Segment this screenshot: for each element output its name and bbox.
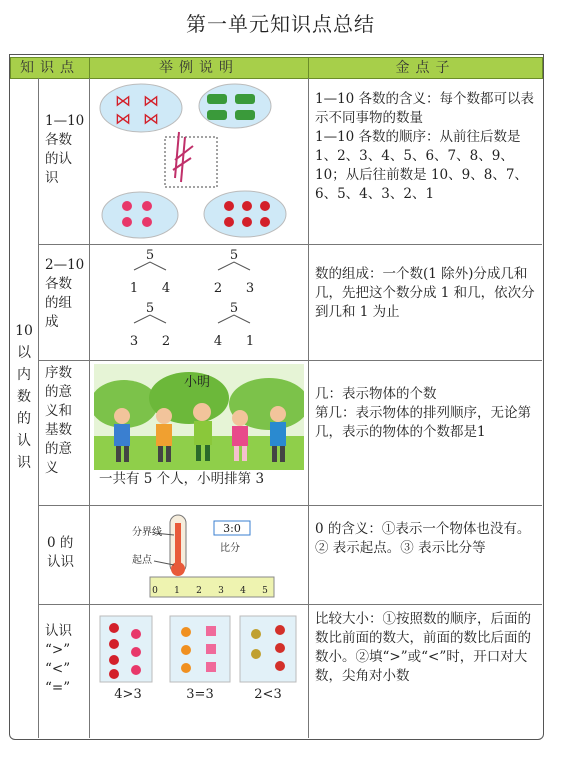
topic-4: 0 的 认识 xyxy=(47,535,74,570)
divider xyxy=(38,604,542,605)
composition-part: 3 xyxy=(129,334,139,349)
header-knowledge-point: 知识点 xyxy=(10,57,90,79)
composition-total: 5 xyxy=(229,301,239,316)
ruler-tick: 1 xyxy=(174,586,180,596)
divider xyxy=(89,78,90,738)
boundary-label: 分界线 xyxy=(132,527,162,538)
zero-illustration xyxy=(94,509,306,603)
number-composition xyxy=(120,247,280,357)
composition-total: 5 xyxy=(229,248,239,263)
ruler-tick: 2 xyxy=(196,586,202,596)
page-title: 第一单元知识点总结 xyxy=(186,12,375,36)
comparison-label: 4>3 xyxy=(114,687,142,702)
divider xyxy=(38,78,39,738)
divider xyxy=(308,78,309,738)
topic-1: 1—10 各数 的认 识 xyxy=(45,113,85,186)
section-label: 10以内数的认识 xyxy=(15,323,33,471)
ordinal-caption: 一共有 5 个人，小明排第 3 xyxy=(99,471,265,487)
comparison-label: 2<3 xyxy=(254,687,282,702)
tips-2: 数的组成：一个数(1 除外)分成几和几，先把这个数分成 1 和几，依次分到几和 1 为止 xyxy=(315,266,535,320)
svg-text:⋈: ⋈ xyxy=(115,109,131,128)
comparison-illustration xyxy=(94,612,306,702)
xiaoming-label: 小明 xyxy=(184,375,211,390)
divider xyxy=(38,244,542,245)
svg-text:⋈: ⋈ xyxy=(115,91,131,110)
tips-1: 1—10 各数的含义：每个数都可以表示不同事物的数量 1—10 各数的顺序：从前往后数是 1、2、3、4、5、6、7、8、9、10；从后往前数是 10、9、8、7、6、5、4、3、2、1 xyxy=(315,91,535,202)
composition-part: 2 xyxy=(213,281,223,296)
ruler-tick: 3 xyxy=(218,586,224,596)
header-example: 举例说明 xyxy=(89,57,309,79)
tips-3: 几：表示物体的个数 第几：表示物体的排列顺序，无论第几，表示的物体的个数都是1 xyxy=(315,386,531,440)
composition-part: 4 xyxy=(161,281,171,296)
ruler-tick: 0 xyxy=(152,586,158,596)
svg-text:⋈: ⋈ xyxy=(143,109,159,128)
ruler-tick: 4 xyxy=(240,586,246,596)
counting-illustration xyxy=(95,82,303,242)
score-display: 3:0 xyxy=(223,522,241,535)
composition-part: 3 xyxy=(245,281,255,296)
tips-5: 比较大小：①按照数的顺序，后面的数比前面的数大，前面的数比后面的数小。②填“>”或“<”时，开口对大数，尖角对小数 xyxy=(315,611,531,684)
divider xyxy=(38,505,542,506)
ruler-tick: 5 xyxy=(262,586,268,596)
composition-total: 5 xyxy=(145,248,155,263)
topic-2: 2—10 各数 的组 成 xyxy=(45,257,85,330)
composition-part: 1 xyxy=(129,281,139,296)
composition-part: 2 xyxy=(161,334,171,349)
comparison-label: 3=3 xyxy=(186,687,214,702)
divider xyxy=(38,360,542,361)
tips-4: 0 的含义：①表示一个物体也没有。② 表示起点。③ 表示比分等 xyxy=(315,521,531,556)
start-label: 起点 xyxy=(132,555,152,566)
score-label: 比分 xyxy=(220,543,240,554)
composition-part: 4 xyxy=(213,334,223,349)
composition-part: 1 xyxy=(245,334,255,349)
topic-3: 序数 的意 义和 基数 的意 义 xyxy=(45,365,72,476)
svg-text:⋈: ⋈ xyxy=(143,91,159,110)
header-tips: 金点子 xyxy=(308,57,543,79)
topic-5: 认识 “>” “<” “=” xyxy=(45,623,72,696)
composition-total: 5 xyxy=(145,301,155,316)
